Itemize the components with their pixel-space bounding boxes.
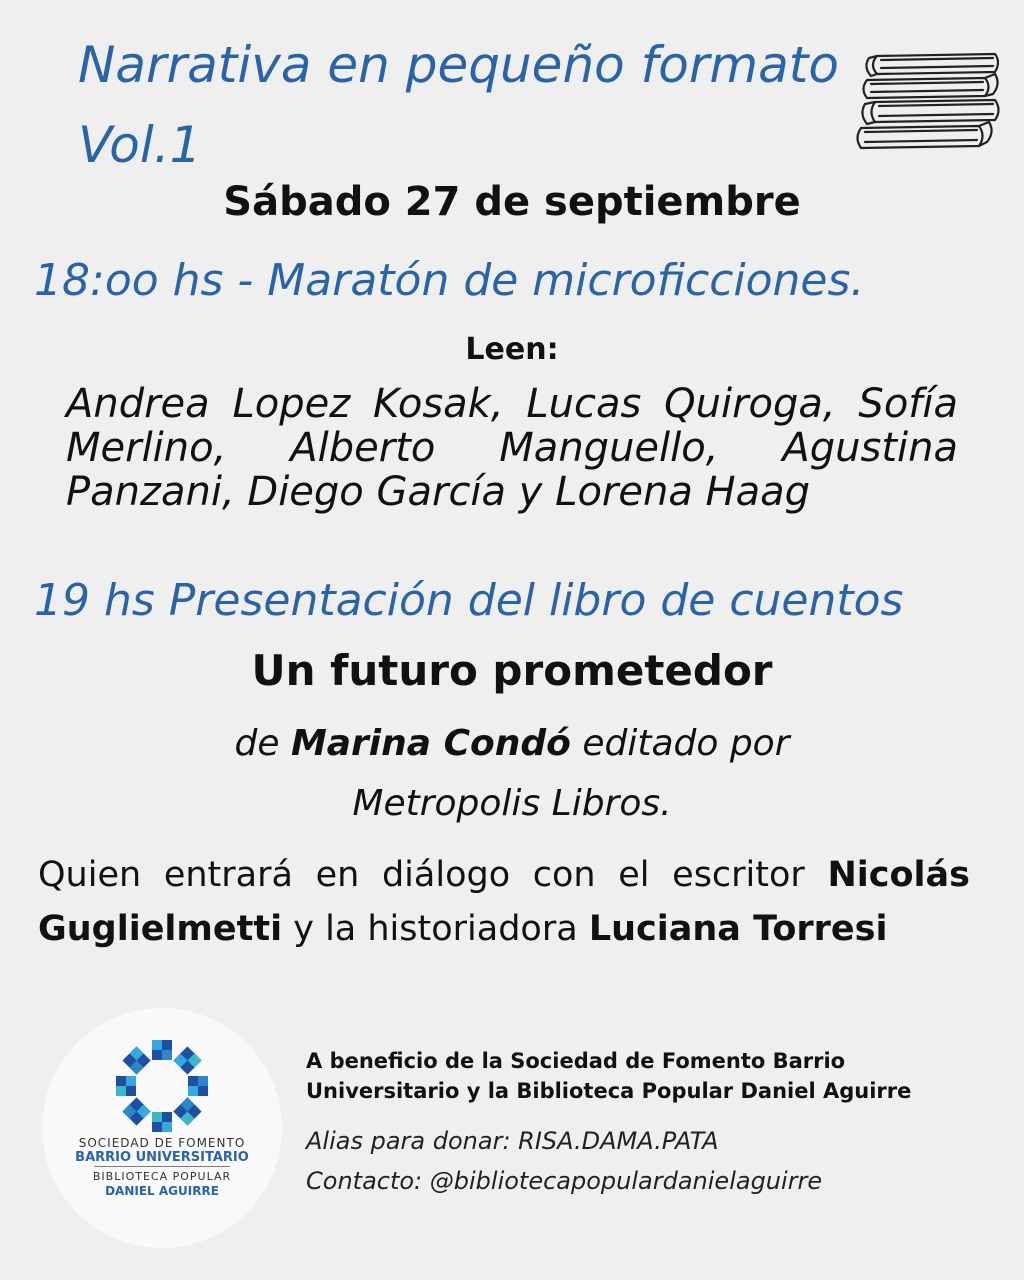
dialog-paragraph [38, 848, 970, 956]
event1-heading: 18:oo hs - Maratón de microficciones. [34, 255, 865, 306]
logo-text-sociedad: SOCIEDAD DE FOMENTO [78, 1136, 246, 1150]
byline-suffix: editado por [570, 723, 790, 764]
title-line-2: Vol.1 [78, 116, 202, 174]
book-title: Un futuro prometedor [251, 646, 773, 695]
benefit-text: A beneficio de la Sociedad de Fomento Barrio Universitario y la Biblioteca Popular Daniel Aguirre [306, 1049, 912, 1103]
book-byline [0, 720, 1024, 768]
event-date: Sábado 27 de septiembre [223, 179, 801, 225]
dialog-middle: y la historiadora [282, 909, 589, 949]
readers-label: Leen: [465, 332, 559, 367]
sociedad-fomento-logo-icon [106, 1038, 218, 1134]
publisher-name: Metropolis Libros. [352, 783, 672, 824]
contact-handle: Contacto: @bibliotecapopulardanielaguirre [306, 1167, 823, 1195]
byline-prefix: de [234, 723, 291, 764]
logo-text-biblioteca: BIBLIOTECA POPULAR [92, 1170, 232, 1183]
author-name: Marina Condó [290, 723, 571, 764]
organization-logo [42, 1008, 282, 1248]
logo-divider [94, 1166, 230, 1167]
readers-list: Andrea Lopez Kosak, Lucas Quiroga, Sofía Merlino, Alberto Manguello, Agustina Panzani, Diego García y Lorena Haag [66, 381, 958, 515]
donation-alias: Alias para donar: RISA.DAMA.PATA [306, 1127, 719, 1155]
books-stack-icon [855, 48, 1005, 162]
dialog-prefix: Quien entrará en diálogo con el escritor [38, 855, 828, 895]
logo-text-daniel-aguirre: DANIEL AGUIRRE [105, 1184, 219, 1198]
event2-heading: 19 hs Presentación del libro de cuentos [34, 575, 904, 626]
title-line-1: Narrativa en pequeño formato [78, 36, 839, 94]
historian-name: Luciana Torresi [588, 909, 888, 949]
logo-text-barrio: BARRIO UNIVERSITARIO [75, 1150, 249, 1165]
writer-name: Nicolás Guglielmetti [38, 855, 970, 949]
